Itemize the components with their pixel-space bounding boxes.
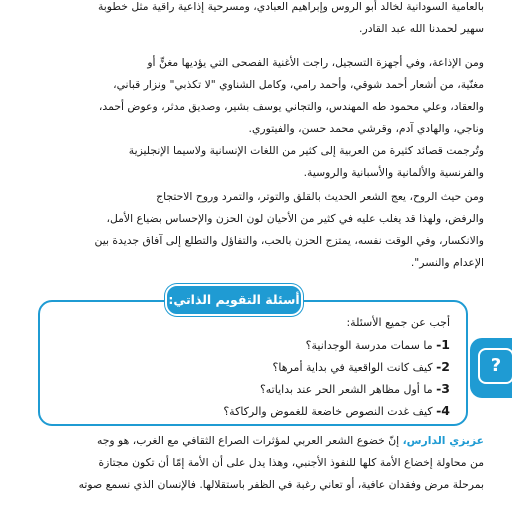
question-text: ما سمات مدرسة الوجدانية؟: [305, 339, 433, 352]
questions-list: [70, 312, 450, 422]
question-item: [70, 356, 450, 378]
text-line: ومن الإذاعة، وفي أجهزة التسجيل، راجت الأغنية الفصحى التي يؤديها مغنٍّ أو: [147, 56, 484, 69]
text-line: والفرنسية والألمانية والأسبانية والروسية.: [303, 166, 484, 179]
text-line: وناجي، والهادي آدم، وقرشي محمد حسن، والفيتوري.: [248, 122, 484, 135]
text-line: والانكسار، وفي الوقت نفسه، يمتزج الحزن بالحب، والتفاؤل والتطلع إلى آفاق جديدة بين: [94, 234, 484, 247]
paragraph-4: [42, 186, 484, 274]
text-line: وتُرجمت قصائد كثيرة من العربية إلى كثير من اللغات الإنسانية ولاسيما الإنجليزية: [128, 144, 484, 157]
text-line-rest: إنّ خضوع الشعر العربي لمؤثرات الصراع الثقافي مع الغرب، هو وجه: [96, 434, 400, 447]
text-line: بالعامية السودانية لخالد أبو الروس وإبراهيم العبادي، ومسرحية إذاعية راقية مثل خطوبة: [98, 0, 484, 13]
questions-instruction: أجب عن جميع الأسئلة:: [346, 316, 450, 329]
text-line: والرفض، ولهذا قد يغلب عليه في كثير من الأحيان لون الحزن والإحساس بضياع الأمل،: [106, 212, 484, 225]
question-item: [70, 378, 450, 400]
question-item: [70, 400, 450, 422]
text-line: [42, 430, 484, 452]
text-line: بمرحلة مرض وفقدان عافية، أو تعاني رغبة في الظفر باستقلالها. فالإنسان الذي نسمع صوته: [78, 478, 484, 491]
question-number: 1-: [436, 337, 450, 352]
question-number: 2-: [436, 359, 450, 374]
text-line: الإعدام والنسر".: [410, 256, 484, 269]
text-line: سهير لحمدنا الله عبد القادر.: [359, 22, 484, 35]
question-item: [70, 334, 450, 356]
lead-phrase: عزيزي الدارس،: [402, 434, 484, 447]
paragraph-1: [42, 0, 484, 40]
text-line: ومن حيث الروح، يعج الشعر الحديث بالقلق والتوتر، والتمرد وروح الاحتجاج: [156, 190, 484, 203]
self-assessment-title: أسئلة التقويم الذاتي:: [165, 284, 303, 316]
question-text: ما أول مظاهر الشعر الحر عند بداياته؟: [259, 383, 433, 396]
text-line: من محاولة إخضاع الأمة كلها للنفوذ الأجنبي، وهذا يدل على أن الأمة إمّا أن تكون مجتازة: [98, 456, 484, 469]
text-line: والعقاد، وعلي محمود طه المهندس، والتجاني يوسف بشير، وصديق مدثر، وعوض أحمد،: [98, 100, 484, 113]
text-line: مغنّية، من أشعار أحمد شوقي، وأحمد رامي، وكامل الشناوي "لا تكذبي" ونزار قباني،: [113, 78, 484, 91]
paragraph-2: [42, 52, 484, 140]
paragraph-5: [42, 430, 484, 496]
question-text: كيف كانت الواقعية في بداية أمرها؟: [272, 361, 433, 374]
paragraph-3: [42, 140, 484, 184]
question-mark-icon: ?: [478, 348, 512, 384]
question-number: 3-: [436, 381, 450, 396]
question-text: كيف غدت النصوص خاضعة للغموض والركاكة؟: [223, 405, 433, 418]
question-number: 4-: [436, 403, 450, 418]
